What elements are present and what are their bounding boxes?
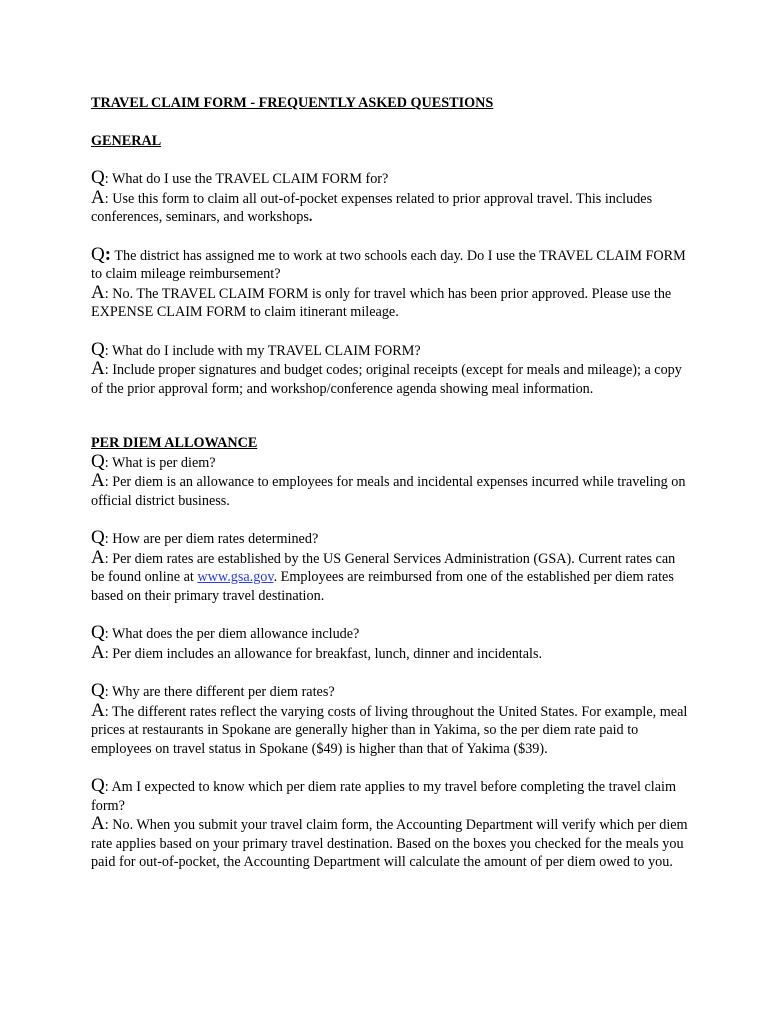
faq-document [91, 94, 691, 872]
q-marker: Q [91, 622, 105, 643]
a-marker: A [91, 186, 105, 208]
q-marker: Q [91, 680, 105, 701]
a-marker: A [91, 470, 105, 491]
question [91, 169, 691, 189]
answer [91, 281, 691, 322]
faq-item [91, 529, 691, 605]
q-marker: Q [91, 167, 105, 188]
question-text: : What do I include with my TRAVEL CLAIM FORM? [104, 342, 421, 359]
question-text: : How are per diem rates determined? [104, 531, 319, 547]
answer [91, 472, 691, 510]
answer-text: : Per diem is an allowance to employees for meals and incidental expenses incurred while traveling on official district business. [91, 474, 686, 509]
q-marker: Q [91, 527, 105, 548]
answer-text: : The different rates reflect the varying costs of living throughout the United States. For example, meal prices at restaurants in Spokane are generally higher than in Yakima, so the per diem rate paid to employees on travel status in Spokane ($49) is higher than that of Yakima ($39). [91, 703, 688, 757]
q-marker: Q [91, 775, 105, 796]
answer [91, 699, 691, 759]
question-text: : What does the per diem allowance include? [104, 626, 360, 642]
question [91, 450, 691, 473]
document-title: TRAVEL CLAIM FORM - FREQUENTLY ASKED QUESTIONS [91, 95, 494, 111]
a-marker: A [91, 281, 105, 303]
faq-item [91, 450, 691, 511]
gsa-website-link[interactable]: www.gsa.gov [197, 569, 274, 585]
a-marker: A [91, 546, 105, 568]
section-heading-general: GENERAL [91, 132, 162, 149]
answer [91, 641, 691, 664]
question-text: : What is per diem? [104, 454, 216, 471]
q-marker: Q [91, 338, 105, 360]
a-marker: A [91, 358, 105, 379]
answer-text: : Include proper signatures and budget codes; original receipts (except for meals and mileage); a copy of the prior approval form; and workshop/conference agenda showing meal information. [91, 362, 682, 397]
question-text: The district has assigned me to work at two schools each day. Do I use the TRAVEL CLAIM FORM to claim mileage reimbursement? [91, 247, 686, 282]
question [91, 777, 691, 815]
q-marker: Q [91, 450, 105, 472]
question [91, 338, 691, 361]
question [91, 529, 691, 549]
answer-text-end: . [308, 209, 313, 225]
question-text: : Why are there different per diem rates? [104, 684, 335, 700]
faq-item [91, 777, 691, 872]
question: Q: The district has assigned me to work at two schools each day. Do I use the TRAVEL CLAIM FORM to claim mileage reimbursement? [91, 243, 686, 282]
question-text: : Am I expected to know which per diem rate applies to my travel before completing the travel claim form? [91, 779, 676, 814]
answer-text: : Use this form to claim all out-of-pocket expenses related to prior approval travel. This includes conferences, seminars, and workshops [91, 190, 653, 225]
faq-item [91, 624, 691, 663]
faq-item [91, 682, 691, 758]
answer [91, 186, 691, 227]
answer [91, 815, 691, 872]
section-heading-per-diem: PER DIEM ALLOWANCE [91, 435, 258, 451]
question [91, 624, 691, 644]
answer-text: : No. When you submit your travel claim form, the Accounting Department will verify which per diem rate applies based on your primary travel destination. Based on the boxes you checked for the meals you paid for out-of-pocket, the Accounting Department will calculate the amount of per diem owed to you. [91, 817, 688, 870]
question [91, 682, 691, 702]
faq-item [91, 169, 691, 227]
answer-text: : Per diem includes an allowance for breakfast, lunch, dinner and incidentals. [104, 645, 543, 662]
answer [91, 360, 691, 398]
answer-text: : Per diem rates are established by the US General Services Administration (GSA). Current rates can be found online at [91, 550, 676, 585]
a-marker: A [91, 641, 105, 663]
a-marker: A [91, 699, 105, 721]
faq-item [91, 338, 691, 399]
faq-item [91, 243, 691, 322]
answer-text-end: . Employees are reimbursed from one of the established per diem rates based on their primary travel destination. [91, 569, 674, 604]
answer [91, 546, 691, 606]
q-marker: Q [91, 243, 105, 265]
a-marker: A [91, 813, 105, 834]
answer-text: : No. The TRAVEL CLAIM FORM is only for travel which has been prior approved. Please use the EXPENSE CLAIM FORM to claim itinerant mileage. [91, 285, 672, 320]
question-text: : What do I use the TRAVEL CLAIM FORM for? [104, 171, 389, 187]
